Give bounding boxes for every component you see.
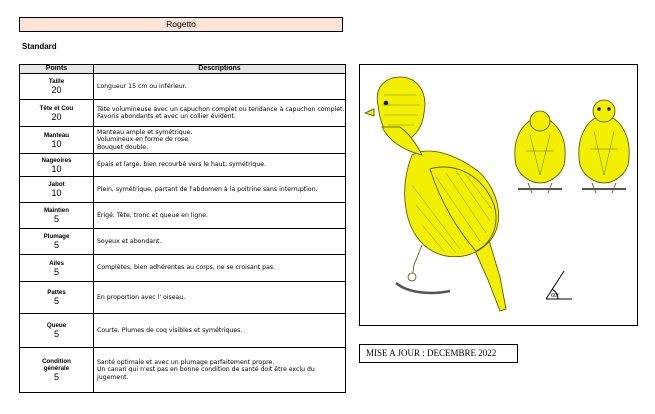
criterion-name: Maintien — [43, 207, 70, 214]
description-line: Érigé. Tête, tronc et queue en ligne. — [97, 211, 208, 219]
criterion-points: 5 — [53, 240, 59, 250]
table-row — [20, 348, 346, 393]
description-line: En proportion avec l' oiseau. — [97, 293, 186, 301]
foot — [408, 273, 416, 281]
table-row — [20, 255, 346, 282]
criterion-points: 5 — [53, 266, 59, 277]
criterion-name: Manteau — [43, 131, 70, 139]
table-row — [20, 127, 346, 154]
criterion-name: Queue — [46, 322, 67, 329]
canary-drawing — [360, 65, 637, 325]
update-date: MISE A JOUR : DECEMBRE 2022 — [359, 344, 518, 363]
table-row — [20, 100, 346, 127]
page-title: Rogetto — [19, 17, 343, 32]
description-line: Tête volumineuse avec un capuchon complet ou tendance à capuchon complet. — [97, 105, 345, 113]
criterion-points: 5 — [53, 214, 59, 224]
criterion-points: 10 — [51, 163, 62, 174]
table-row — [20, 74, 346, 100]
front-bird-1-head — [530, 111, 550, 131]
criterion-points: 5 — [53, 296, 59, 306]
criterion-name: Condition générale — [42, 358, 71, 372]
description-line: Volumineux en forme de rose. — [97, 136, 190, 144]
eye — [384, 101, 388, 105]
description-line: Longueur 15 cm ou inférieur. — [97, 82, 187, 90]
description-line: Soyeux et abondant. — [97, 237, 162, 245]
angle-label: 60° — [551, 293, 560, 299]
description-line: Santé optimale et avec un plumage parfaitement propre. — [97, 358, 275, 366]
perch — [396, 283, 450, 293]
description-line: Manteau ample et symétrique. — [97, 128, 193, 136]
table-row — [20, 282, 346, 314]
criterion-name: Pattes — [47, 289, 66, 296]
criterion-name: Plumage — [43, 233, 70, 240]
front-bird-2-head — [593, 100, 615, 122]
criterion-points: 10 — [51, 188, 62, 198]
criterion-name: Taille — [48, 78, 65, 85]
description-line: Complètes, bien adhérentes au corps, ne se croisant pas. — [97, 264, 276, 272]
canary-illustration — [359, 64, 638, 326]
description-line: Favoris abondants et avec un collier évident. — [97, 113, 236, 120]
header-descriptions: Descriptions — [94, 65, 346, 74]
criterion-name: Nageoires — [41, 156, 72, 164]
table-row — [20, 177, 346, 203]
description-line: Un canari qui n'est pas en bonne condition de santé doit être exclu du jugement. — [97, 366, 315, 381]
criterion-points: 20 — [51, 111, 62, 122]
criterion-points: 5 — [53, 329, 59, 339]
criterion-name: Jabot — [48, 181, 65, 188]
criterion-name: Ailes — [49, 259, 64, 267]
criterion-points: 5 — [53, 372, 59, 382]
description-line: Bouquet double. — [97, 143, 149, 151]
standard-table — [19, 64, 346, 393]
table-row — [20, 314, 346, 348]
criterion-points: 10 — [51, 138, 62, 149]
header-points: Points — [20, 65, 94, 74]
beak — [365, 109, 374, 116]
description-line: Plein, symétrique, partant de l'abdomen à la poitrine sans interruption. — [97, 185, 318, 193]
criterion-points: 20 — [51, 85, 62, 95]
table-row — [20, 203, 346, 229]
description-line: Épais et large, bien recourbé vers le haut, symétrique. — [97, 161, 266, 169]
section-label: Standard — [22, 42, 57, 51]
description-line: Courte. Plumes de coq visibles et symétriques. — [97, 326, 243, 334]
table-row — [20, 229, 346, 255]
table-row — [20, 154, 346, 177]
criterion-name: Tête et Cou — [39, 104, 74, 112]
